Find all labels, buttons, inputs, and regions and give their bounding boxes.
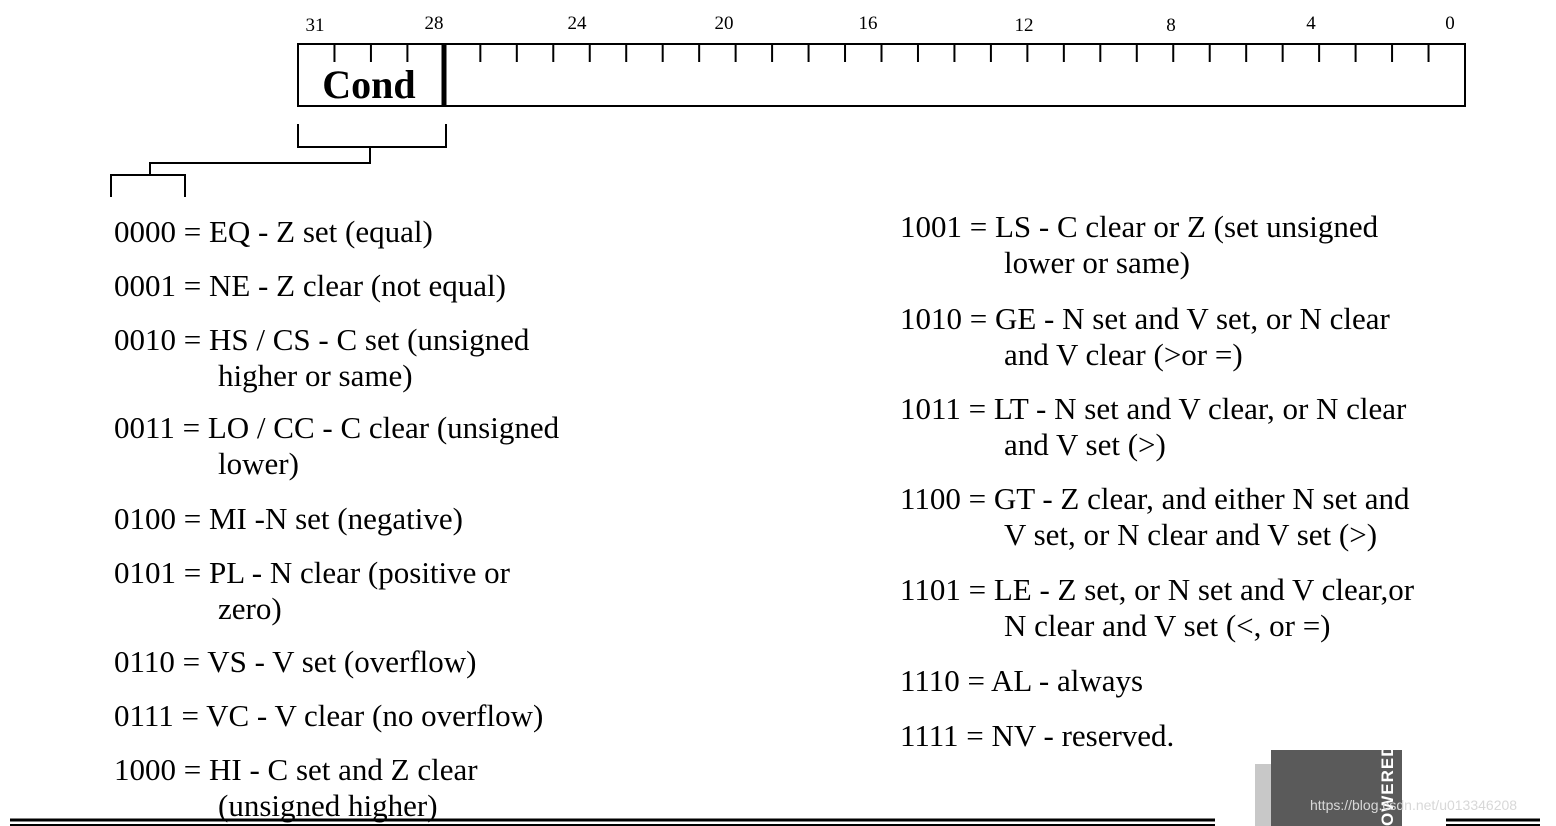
condition-text-continuation: lower) [218, 446, 299, 481]
condition-text: 1110 = AL - always [900, 663, 1144, 698]
condition-text: 0110 = VS - V set (overflow) [114, 644, 477, 679]
condition-text-continuation: (unsigned higher) [218, 788, 438, 823]
bit-label-12: 12 [1014, 15, 1034, 36]
condition-code-1011 [900, 391, 1406, 463]
condition-code-1111 [900, 718, 1174, 754]
condition-text: 0101 = PL - N clear (positive or [114, 555, 510, 590]
bit-label-20: 20 [714, 13, 734, 34]
condition-code-1101 [900, 572, 1414, 644]
condition-text: 0001 = NE - Z clear (not equal) [114, 268, 506, 303]
condition-code-1001 [900, 209, 1378, 281]
bit-tick-marks [334, 44, 1428, 62]
cond-bracket [298, 124, 446, 147]
condition-text: 1010 = GE - N set and V set, or N clear [900, 301, 1390, 336]
condition-text: 0010 = HS / CS - C set (unsigned [114, 322, 530, 357]
condition-code-0110 [114, 644, 476, 680]
condition-text: 1100 = GT - Z clear, and either N set and [900, 481, 1410, 516]
list-bracket [111, 175, 185, 197]
cond-connector [150, 147, 370, 174]
condition-text: 0100 = MI -N set (negative) [114, 501, 463, 536]
condition-code-0100 [114, 501, 463, 537]
condition-text-continuation: higher or same) [218, 358, 413, 393]
cond-field-label: Cond [322, 62, 416, 107]
condition-code-0010 [114, 322, 529, 394]
condition-code-0011 [114, 410, 559, 482]
bit-label-0: 0 [1445, 13, 1455, 34]
bit-label-28: 28 [424, 13, 444, 34]
bit-label-24: 24 [567, 13, 587, 34]
condition-code-0000 [114, 214, 433, 250]
bit-label-4: 4 [1306, 13, 1316, 34]
condition-text: 1101 = LE - Z set, or N set and V clear,or [900, 572, 1415, 607]
condition-code-0101 [114, 555, 510, 627]
condition-text: 1111 = NV - reserved. [900, 718, 1175, 753]
condition-code-0111 [114, 698, 543, 734]
watermark-shadow [1255, 764, 1271, 826]
condition-code-1110 [900, 663, 1143, 699]
bit-label-8: 8 [1166, 15, 1176, 36]
condition-text-continuation: zero) [218, 591, 282, 626]
condition-text: 0000 = EQ - Z set (equal) [114, 214, 433, 249]
condition-code-1000 [114, 752, 478, 824]
source-url: https://blog.csdn.net/u013346208 [1310, 797, 1518, 813]
condition-text: 1001 = LS - C clear or Z (set unsigned [900, 209, 1379, 244]
watermark-text: OWERED [1378, 743, 1397, 826]
condition-code-1100 [900, 481, 1410, 553]
condition-text-continuation: V set, or N clear and V set (>) [1004, 517, 1378, 552]
condition-text: 0111 = VC - V clear (no overflow) [114, 698, 544, 733]
bit-label-31: 31 [305, 15, 325, 36]
bit-label-16: 16 [858, 13, 878, 34]
condition-code-0001 [114, 268, 506, 304]
condition-text-continuation: N clear and V set (<, or =) [1004, 608, 1331, 643]
condition-text: 0011 = LO / CC - C clear (unsigned [114, 410, 560, 445]
condition-text-continuation: and V set (>) [1004, 427, 1166, 462]
condition-text: 1000 = HI - C set and Z clear [114, 752, 478, 787]
condition-text-continuation: lower or same) [1004, 245, 1190, 280]
condition-text-continuation: and V clear (>or =) [1004, 337, 1243, 372]
condition-code-1010 [900, 301, 1390, 373]
condition-text: 1011 = LT - N set and V clear, or N clear [900, 391, 1407, 426]
